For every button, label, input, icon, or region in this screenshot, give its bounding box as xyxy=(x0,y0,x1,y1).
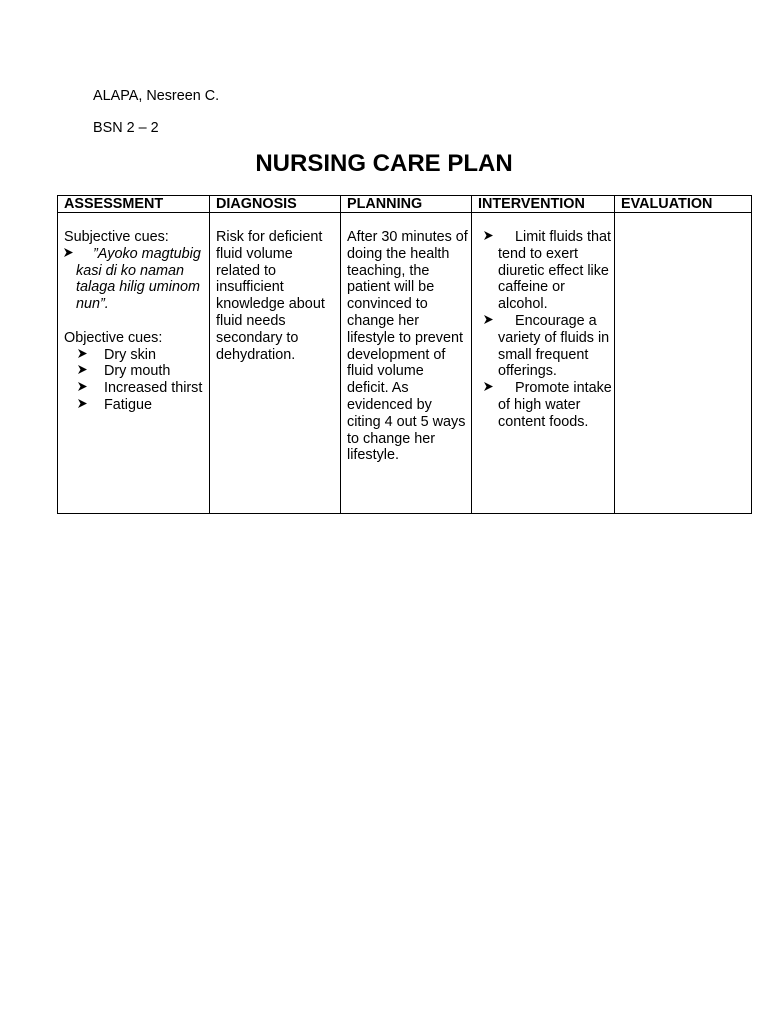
list-item xyxy=(478,380,612,430)
objective-cue-text: Fatigue xyxy=(104,396,152,413)
arrow-bullet-icon xyxy=(484,231,493,240)
intervention-text: Encourage a variety of fluids in small frequent offerings. xyxy=(498,312,610,380)
arrow-bullet-icon xyxy=(78,349,87,358)
arrow-bullet-icon xyxy=(78,365,87,374)
objective-cue-text: Dry mouth xyxy=(104,363,171,380)
list-item xyxy=(64,397,207,414)
column-header-assessment: ASSESSMENT xyxy=(58,196,210,213)
care-plan-table xyxy=(57,195,752,514)
evaluation-cell xyxy=(615,213,752,514)
intervention-list xyxy=(478,229,612,431)
list-item xyxy=(64,347,207,364)
list-item xyxy=(478,313,612,380)
column-header-intervention: INTERVENTION xyxy=(472,196,615,213)
arrow-bullet-icon xyxy=(64,248,73,257)
arrow-bullet-icon xyxy=(484,315,493,324)
objective-cue-text: Dry skin xyxy=(104,346,156,363)
column-header-planning: PLANNING xyxy=(341,196,472,213)
column-header-evaluation: EVALUATION xyxy=(615,196,752,213)
table-row xyxy=(58,213,752,514)
intervention-text: Limit fluids that tend to exert diuretic effect like caffeine or alcohol. xyxy=(498,229,611,313)
student-section: BSN 2 – 2 xyxy=(93,120,159,136)
subjective-cues-label: Subjective cues: xyxy=(64,229,169,245)
subjective-quote: ”Ayoko magtubig kasi di ko naman talaga hilig uminom nun”. xyxy=(76,245,201,313)
document-title: NURSING CARE PLAN xyxy=(255,150,513,177)
list-item xyxy=(478,229,612,313)
diagnosis-cell: Risk for deficient fluid volume related to insufficient knowledge about fluid needs secondary to dehydration. xyxy=(210,213,341,514)
student-name: ALAPA, Nesreen C. xyxy=(93,88,220,104)
list-item xyxy=(64,363,207,380)
column-header-diagnosis: DIAGNOSIS xyxy=(210,196,341,213)
arrow-bullet-icon xyxy=(78,399,87,408)
assessment-cell xyxy=(58,213,210,514)
table-header-row xyxy=(58,196,752,213)
objective-cues-label: Objective cues: xyxy=(64,329,163,346)
intervention-cell xyxy=(472,213,615,514)
planning-cell: After 30 minutes of doing the health teaching, the patient will be convinced to change her lifestyle to prevent development of fluid volume deficit. As evidenced by citing 4 out 5 ways to change her lifestyle. xyxy=(341,213,472,514)
objective-cue-text: Increased thirst xyxy=(104,380,203,397)
list-item xyxy=(64,380,207,397)
intervention-text: Promote intake of high water content foods. xyxy=(498,380,612,430)
objective-cues-list xyxy=(64,347,207,414)
subjective-cue-item xyxy=(64,246,207,313)
arrow-bullet-icon xyxy=(484,382,493,391)
arrow-bullet-icon xyxy=(78,382,87,391)
